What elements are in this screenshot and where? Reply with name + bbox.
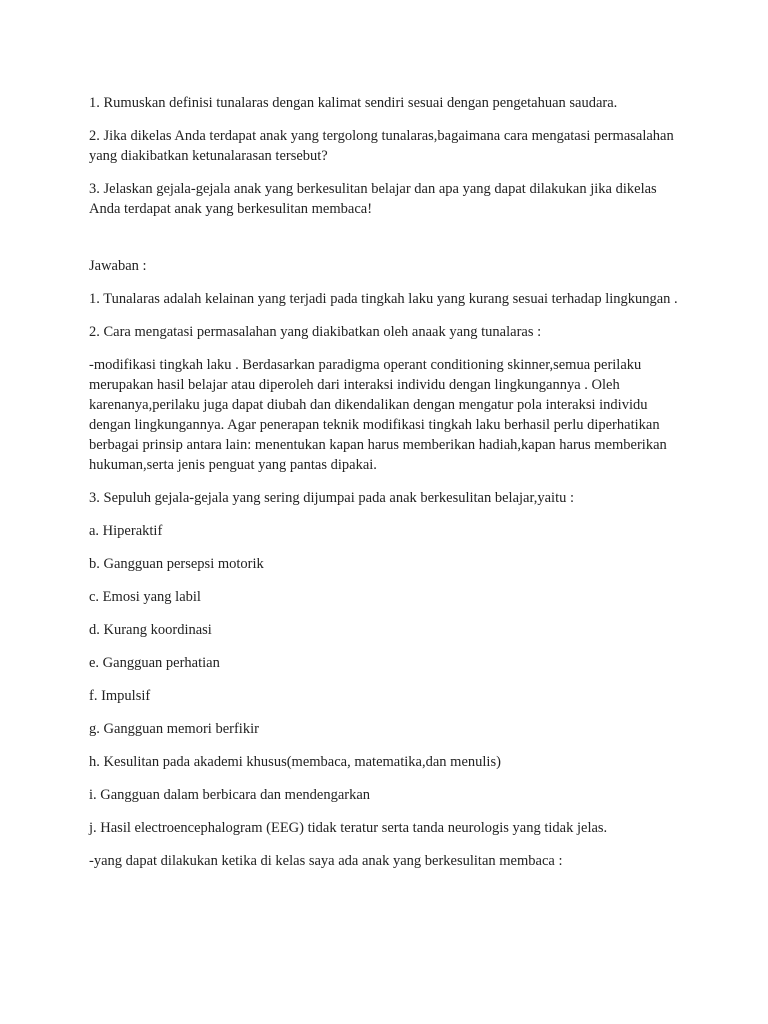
- document-content: [89, 93, 689, 884]
- symptom-item: b. Gangguan persepsi motorik: [89, 556, 264, 572]
- symptom-item: h. Kesulitan pada akademi khusus(membaca, matematika,dan menulis): [89, 754, 501, 770]
- symptom-item: f. Impulsif: [89, 688, 151, 704]
- section-gap: [89, 232, 689, 256]
- symptom-item: j. Hasil electroencephalogram (EEG) tidak teratur serta tanda neurologis yang tidak jelas.: [89, 820, 608, 836]
- answer-1: 1. Tunalaras adalah kelainan yang terjadi pada tingkah laku yang kurang sesuai terhadap lingkungan .: [89, 291, 678, 307]
- answer-2-body: -modifikasi tingkah laku . Berdasarkan paradigma operant conditioning skinner,semua perilaku merupakan hasil belajar atau diperoleh dari interaksi individu dengan lingkungannya . Oleh karenanya,perilaku juga dapat diubah dan dikendalikan dengan mengatur pola interaksi individu dengan lingkungannya. Agar penerapan teknik modifikasi tingkah laku berhasil perlu diperhatikan berbagai prinsip antara lain: menentukan kapan harus memberikan hadiah,kapan harus memberikan hukuman,serta jenis penguat yang pantas dipakai.: [89, 357, 667, 473]
- symptom-item: c. Emosi yang labil: [89, 589, 201, 605]
- symptom-item: i. Gangguan dalam berbicara dan mendengarkan: [89, 787, 371, 803]
- answer-heading: Jawaban :: [89, 258, 147, 274]
- answer-3-intro: 3. Sepuluh gejala-gejala yang sering dijumpai pada anak berkesulitan belajar,yaitu :: [89, 490, 574, 506]
- symptom-item: e. Gangguan perhatian: [89, 655, 220, 671]
- question-2: 2. Jika dikelas Anda terdapat anak yang tergolong tunalaras,bagaimana cara mengatasi permasalahan yang diakibatkan ketunalarasan tersebut?: [89, 128, 674, 164]
- answer-2-intro: 2. Cara mengatasi permasalahan yang diakibatkan oleh anaak yang tunalaras :: [89, 324, 542, 340]
- question-3: 3. Jelaskan gejala-gejala anak yang berkesulitan belajar dan apa yang dapat dilakukan jika dikelas Anda terdapat anak yang berkesulitan membaca!: [89, 181, 657, 217]
- question-1: 1. Rumuskan definisi tunalaras dengan kalimat sendiri sesuai dengan pengetahuan saudara.: [89, 95, 618, 111]
- symptom-item: d. Kurang koordinasi: [89, 622, 212, 638]
- symptom-item: a. Hiperaktif: [89, 523, 163, 539]
- symptom-item: g. Gangguan memori berfikir: [89, 721, 259, 737]
- answer-3-followup: -yang dapat dilakukan ketika di kelas saya ada anak yang berkesulitan membaca :: [89, 853, 563, 869]
